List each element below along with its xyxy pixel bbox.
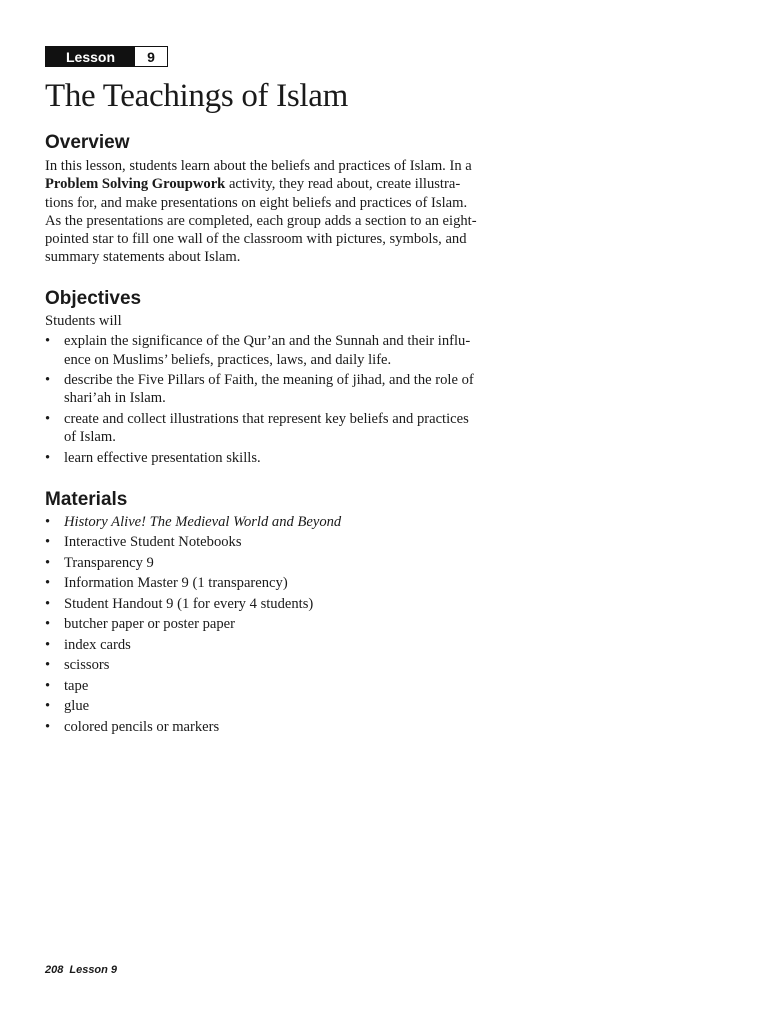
page-footer (45, 964, 117, 976)
list-item: • explain the significance of the Qur’an and the Sunnah and their influ- ence on Muslims’ beliefs, practices, laws, and daily life. (45, 333, 471, 368)
list-item: • Interactive Student Notebooks (45, 534, 242, 551)
materials-heading: Materials (45, 489, 128, 510)
bullet-icon: • (45, 534, 51, 551)
bullet-icon: • (45, 657, 51, 674)
list-item: • describe the Five Pillars of Faith, the meaning of jihad, and the role of shari’ah in Islam. (45, 372, 474, 407)
footer-lesson: Lesson 9 (69, 964, 118, 976)
list-item: • index cards (45, 636, 131, 653)
page-number: 208 (45, 964, 64, 976)
bullet-icon: • (45, 616, 51, 633)
bullet-icon: • (45, 698, 51, 715)
bullet-icon: • (45, 575, 51, 592)
lesson-tag (45, 46, 168, 67)
overview-line: As the presentations are completed, each group adds a section to an eight- (45, 212, 477, 229)
bullet-icon: • (45, 677, 51, 694)
page-title: The Teachings of Islam (45, 78, 348, 114)
bullet-icon: • (45, 595, 51, 612)
list-item: • glue (45, 698, 90, 715)
bullet-icon: • (45, 554, 51, 571)
bullet-icon: • (45, 636, 51, 653)
objectives-heading: Objectives (45, 288, 142, 309)
objectives-section (45, 288, 505, 470)
overview-line: summary statements about Islam. (45, 249, 241, 266)
list-item: • colored pencils or markers (45, 718, 220, 735)
bullet-icon: • (45, 372, 51, 389)
list-item: • scissors (45, 657, 110, 674)
objectives-list (45, 332, 505, 467)
overview-line: pointed star to fill one wall of the classroom with pictures, symbols, and (45, 231, 467, 248)
overview-section (45, 132, 505, 267)
list-item: • Information Master 9 (1 transparency) (45, 575, 288, 592)
overview-heading: Overview (45, 132, 130, 153)
bullet-icon: • (45, 718, 51, 735)
materials-section (45, 489, 505, 738)
bullet-icon: • (45, 333, 51, 350)
bullet-icon: • (45, 411, 51, 428)
overview-line: tions for, and make presentations on eight beliefs and practices of Islam. (45, 194, 468, 211)
list-item: • Transparency 9 (45, 554, 154, 571)
bullet-icon: • (45, 514, 51, 530)
overview-paragraph (45, 157, 505, 267)
overview-line: Problem Solving Groupwork activity, they read about, create illustra- (45, 176, 461, 193)
list-item: • learn effective presentation skills. (45, 449, 261, 466)
lesson-label: Lesson (46, 47, 135, 66)
bullet-icon: • (45, 449, 51, 466)
activity-name: Problem Solving Groupwork (45, 176, 226, 193)
list-item (45, 513, 505, 531)
list-item: • Student Handout 9 (1 for every 4 students) (45, 595, 314, 612)
list-item: • butcher paper or poster paper (45, 616, 235, 633)
objectives-intro: Students will (45, 313, 122, 329)
textbook-title: History Alive! The Medieval World and Beyond (64, 514, 342, 530)
list-item: • create and collect illustrations that represent key beliefs and practices of Islam. (45, 411, 469, 446)
lesson-number: 9 (147, 48, 155, 65)
overview-line: In this lesson, students learn about the beliefs and practices of Islam. In a (45, 158, 472, 174)
materials-list (45, 513, 505, 736)
list-item: • tape (45, 677, 89, 694)
